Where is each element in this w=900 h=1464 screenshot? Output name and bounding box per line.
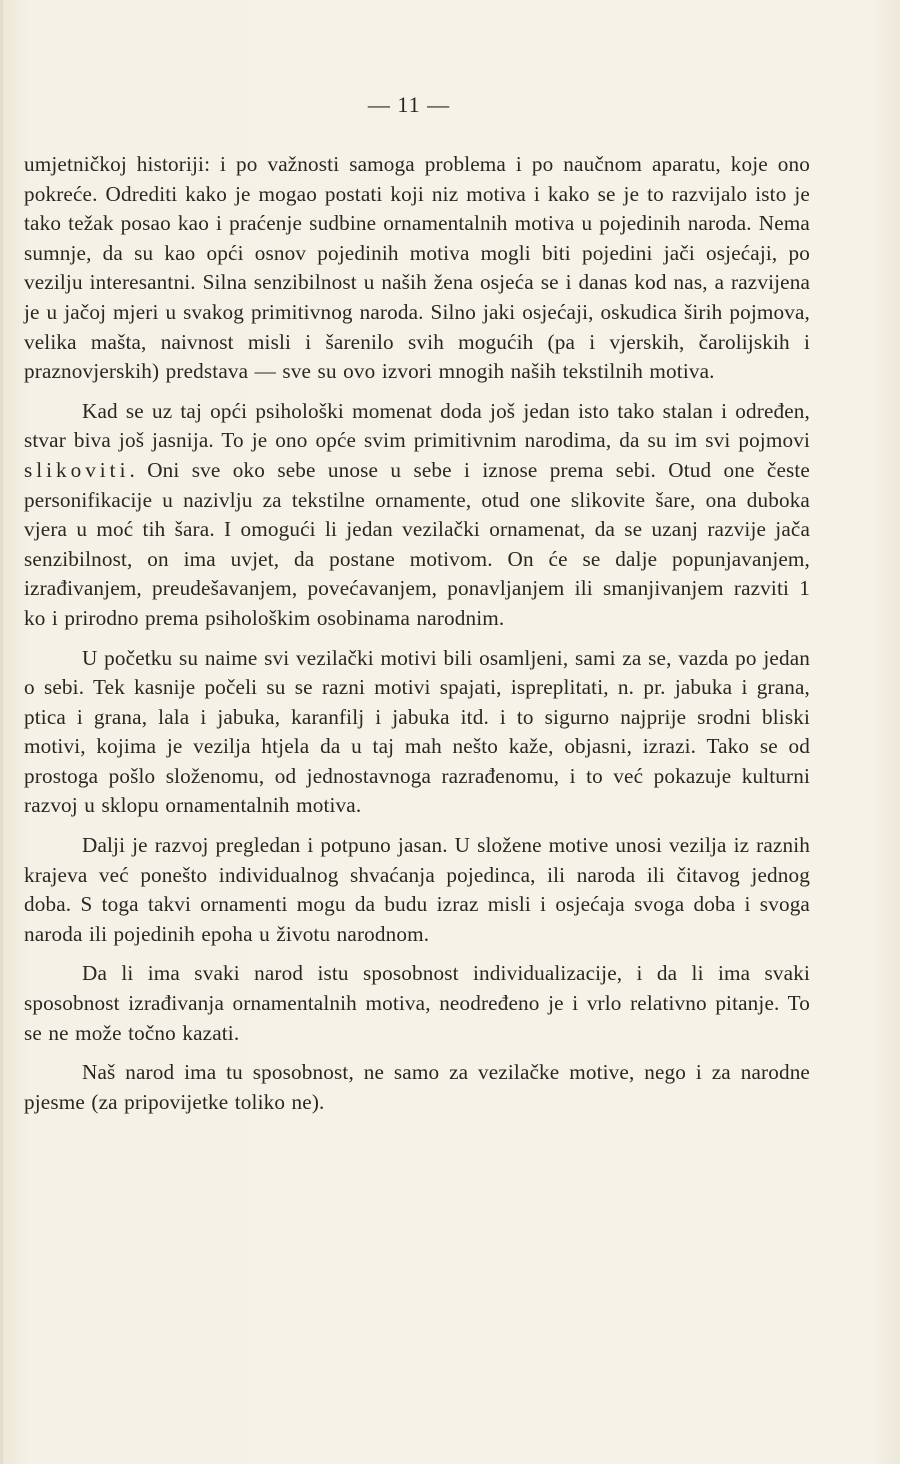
paragraph-2-emphasis: slikoviti: [24, 457, 130, 482]
paragraph-2-after: . Oni sve oko sebe unose u sebe i iznose prema sebi. Otud one česte personifikacije u nazivlju za tekstilne ornamente, otud one slikovite šare, ona duboka vjera u moć tih šara. I omogući li jedan vezilački ornamenat, da se uzanj razvije jača senzibilnost, on ima uvjet, da postane motivom. On će se dalje popunjavanjem, izrađivanjem, preudešavanjem, povećavanjem, ponavljanjem ili smanjivanjem razviti 1 ko i prirodno prema psihološkim osobinama narodnim.: [24, 457, 810, 630]
page-body-text: [24, 150, 810, 1127]
paragraph-5: Da li ima svaki narod istu sposobnost individualizacije, i da li ima svaki sposobnost izrađivanja ornamentalnih motiva, neodređeno je i vrlo relativno pitanje. To se ne može točno kazati.: [24, 961, 810, 1045]
page-number: — 11 —: [367, 92, 451, 117]
paragraph-3: U početku su naime svi vezilački motivi bili osamljeni, sami za se, vazda po jedan o sebi. Tek kasnije počeli su se razni motivi spajati, ispreplitati, n. pr. jabuka i grana, ptica i grana, lala i jabuka, karanfilj i jabuka itd. i to sigurno najprije srodni bliski motivi, kojima je vezilja htjela da u taj mah nešto kaže, objasni, izrazi. Tako se od prostoga pošlo složenomu, od jednostavnoga razrađenomu, i to već pokazuje kulturni razvoj u sklopu ornamentalnih motiva.: [24, 645, 810, 818]
paragraph-2: [24, 397, 810, 634]
page-edge-shadow: [0, 0, 3, 1464]
paragraph-4: Dalji je razvoj pregledan i potpuno jasan. U složene motive unosi vezilja iz raznih krajeva već ponešto individualnog shvaćanja pojedinca, ili naroda ili čitavog jednog doba. S toga takvi ornamenti mogu da budu izraz misli i osjećaja svoga doba i svoga naroda ili pojedinih epoha u životu narodnom.: [24, 833, 810, 946]
paragraph-6: Naš narod ima tu sposobnost, ne samo za vezilačke motive, nego i za narodne pjesme (za pripovijetke toliko ne).: [24, 1060, 810, 1114]
paragraph-1: umjetničkoj historiji: i po važnosti samoga problema i po naučnom aparatu, koje ono pokreće. Odrediti kako je mogao postati koji niz motiva i kako se je to razvijalo isto je tako težak posao kao i praćenje sudbine ornamentalnih motiva u pojedinih naroda. Nema sumnje, da su kao opći osnov pojedinih motiva mogli biti pojedini jači osjećaji, po vezilju interesantni. Silna senzibilnost u naših žena osjeća se i danas kod nas, a razvijena je u jačoj mjeri u svakog primitivnog naroda. Silno jaki osjećaji, oskudica širih pojmova, velika mašta, naivnost misli i šarenilo svih mogućih (pa i vjerskih, čarolijskih i praznovjerskih) predstava — sve su ovo izvori mnogih naših tekstilnih motiva.: [24, 152, 810, 384]
paragraph-2-before: Kad se uz taj opći psihološki momenat doda još jedan isto tako stalan i određen, stvar biva još jasnija. To je ono opće svim primitivnim narodima, da su im svi pojmovi: [24, 398, 810, 453]
